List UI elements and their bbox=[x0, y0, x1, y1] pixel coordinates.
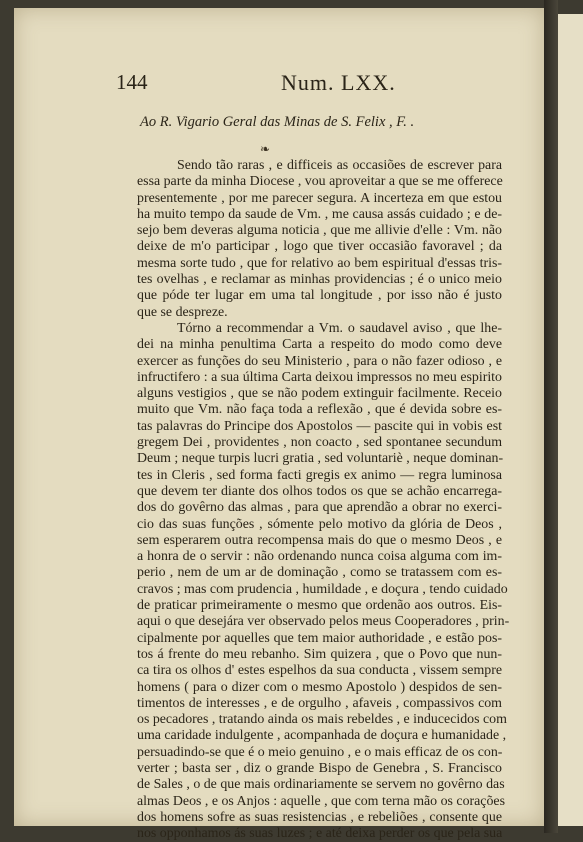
ornament-icon: ❧ bbox=[260, 142, 271, 156]
text-line: sejo bem deveras alguma noticia , que me allivie d'elle : Vm. não bbox=[137, 223, 502, 239]
text-line: perio , nem de um ar de dominação , como se tratassem com es- bbox=[137, 565, 502, 581]
text-line: persuadindo-se que é o meio genuino , e o mais efficaz de os con- bbox=[137, 744, 503, 760]
text-line: tas palavras do Principe dos Apostolos — pascite qui in vobis est bbox=[137, 418, 502, 434]
text-line: nos opponhamos ás suas luzes ; e até deixa perder os que pela sua bbox=[137, 826, 503, 842]
text-line: dos do govêrno das almas , para que aprendão a obrar no exerci- bbox=[137, 500, 502, 516]
text-line: dei na minha penultima Carta a respeito do modo como deve bbox=[137, 337, 502, 353]
book-spine bbox=[544, 0, 558, 833]
text-line: Sendo tão raras , e difficeis as occasiões de escrever para bbox=[177, 158, 502, 173]
page-header bbox=[116, 70, 526, 100]
text-line: cio das suas funções , sómente pelo motivo da glória de Deos , bbox=[137, 516, 502, 532]
text-line: que póde ter lugar em uma tal longitude , por isso não é justo bbox=[137, 288, 502, 304]
text-line: almas Deos , e os Anjos : aquelle , que com terna mão os corações bbox=[137, 793, 505, 809]
text-line: Tórno a recommendar a Vm. o saudavel aviso , que lhe- bbox=[177, 320, 502, 336]
text-line: tes ovelhas , e reclamar as minhas providencias ; é o unico meio bbox=[137, 272, 502, 288]
text-line: gregem Dei , providentes , non coacto , sed spontanee secundum bbox=[137, 435, 502, 451]
text-line: tos á frente do meu rebanho. Sim quizera , que o Povo que nun- bbox=[137, 646, 502, 662]
text-line: Deum ; neque turpis lucri gratia , sed voluntariè , neque dominan- bbox=[137, 451, 504, 467]
text-line: presentemente , por me parecer segura. A incerteza em que estou bbox=[137, 190, 502, 206]
text-line: alguns vestigios , que se não podem extinguir facilmente. Receio bbox=[137, 386, 502, 402]
text-line: ha muito tempo da saude de Vm. , me causa assás cuidado ; e de- bbox=[137, 206, 502, 222]
text-line: de praticar primeiramente o mesmo que ordenão aos outros. Eis- bbox=[137, 598, 502, 614]
text-line: cravos ; mas com prudencia , humildade , e doçura , tendo cuidado bbox=[137, 581, 508, 597]
text-line: mesma sorte tudo , que for relativo ao bem espiritual d'essas tris- bbox=[137, 255, 502, 271]
letter-body bbox=[137, 158, 510, 842]
text-line: timentos de interesses , e de orgulho , afaveis , compassivos com bbox=[137, 695, 502, 711]
text-line: os pecadores , tratando ainda os mais rebeldes , e inducecidos com bbox=[137, 712, 507, 728]
text-line: de Sales , o de que mais ordinariamente se servem no govêrno das bbox=[137, 777, 505, 793]
text-line: verter ; basta ser , diz o grande Bispo de Genebra , S. Francisco bbox=[137, 760, 502, 776]
text-line: aqui o que desejára ver observado pelos meus Cooperadores , prin- bbox=[137, 614, 510, 630]
text-line: cipalmente por aquelles que tem maior authoridade , e estão pos- bbox=[137, 630, 502, 646]
running-title: Num. LXX. bbox=[281, 70, 396, 95]
text-line: que devem ter diante dos olhos todos os que se achão encarrega- bbox=[137, 483, 502, 499]
text-line: essa parte da minha Diocese , vou aproveitar a que se me offerece bbox=[137, 174, 503, 190]
text-line: uma caridade indulgente , acompanhada de doçura e humanidade , bbox=[137, 728, 507, 744]
letter-addressee: Ao R. Vigario Geral das Minas de S. Felix , F. . bbox=[140, 114, 415, 130]
text-line: que se despreze. bbox=[137, 304, 228, 320]
adjacent-page-edge bbox=[558, 14, 583, 826]
text-line: deixe de m'o participar , logo que tiver occasião favoravel ; da bbox=[137, 239, 502, 255]
text-line: dos homens sofre as suas resistencias , e rebeliões , consente que bbox=[137, 809, 502, 825]
text-line: exercer as funções do seu Ministerio , para o não fazer odioso , e bbox=[137, 353, 502, 369]
page-number: 144 bbox=[116, 70, 148, 94]
text-line: muito que Vm. não faça toda a reflexão , que é devida sobre es- bbox=[137, 402, 502, 418]
text-line: homens ( para o dizer com o mesmo Apostolo ) despidos de sen- bbox=[137, 679, 502, 695]
text-line: sem esperarem outra recompensa mais do que o mesmo Deos , e bbox=[137, 532, 502, 548]
text-line: tes in Cleris , sed forma facti gregis ex animo — regra luminosa bbox=[137, 467, 502, 483]
text-line: a honra de o servir : não ordenando nunca coisa alguma com im- bbox=[137, 549, 502, 565]
text-line: infructifero : a sua última Carta deixou impressos no meu espirito bbox=[137, 369, 502, 385]
text-line: ca tira os olhos d' estes espelhos da sua conducta , vissem sempre bbox=[137, 663, 502, 679]
